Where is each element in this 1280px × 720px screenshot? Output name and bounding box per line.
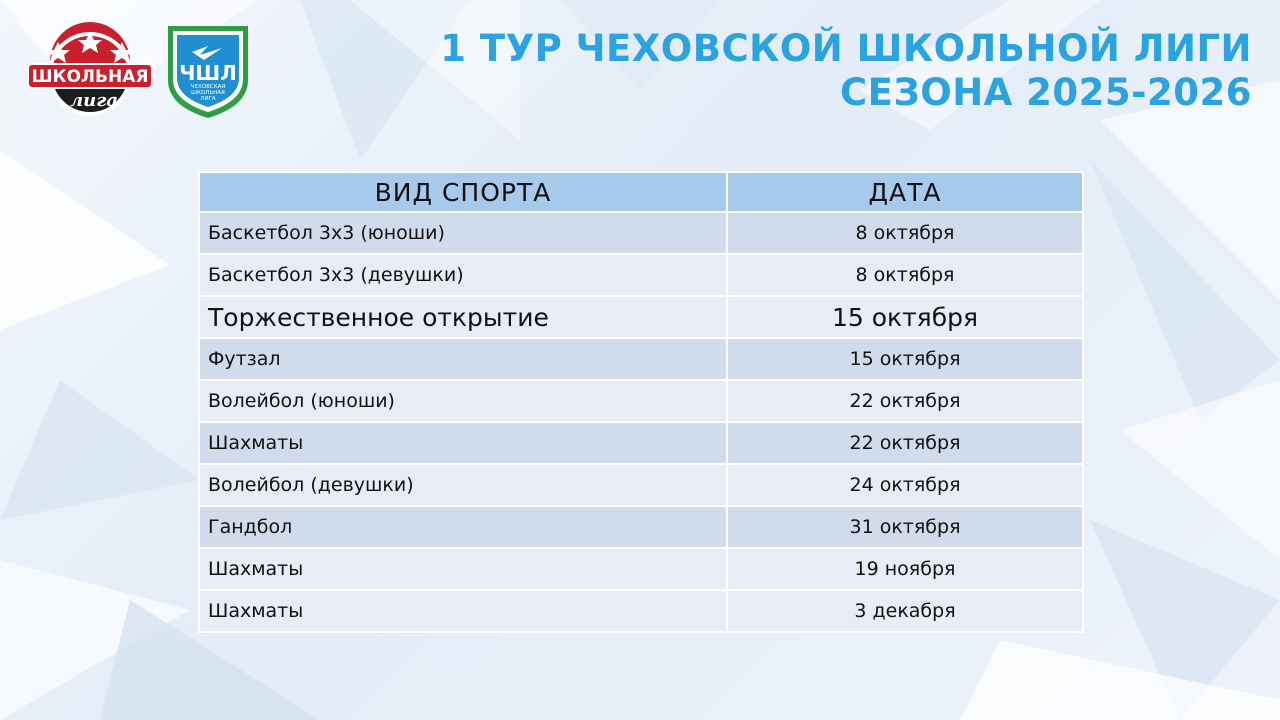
date-cell: 15 октября [727, 338, 1083, 380]
page-title [440, 27, 1252, 115]
chshl-logo-line2: ШКОЛЬНАЯ [191, 90, 225, 96]
table-row-highlight [199, 296, 1083, 338]
chshl-logo-line3: ЛИГА [200, 96, 216, 102]
sport-cell: Футзал [199, 338, 727, 380]
title-line-2: СЕЗОНА 2025-2026 [840, 71, 1252, 114]
table-row [199, 380, 1083, 422]
date-cell: 31 октября [727, 506, 1083, 548]
sport-cell: Волейбол (юноши) [199, 380, 727, 422]
sport-cell: Баскетбол 3х3 (юноши) [199, 212, 727, 254]
chshl-logo-line1: ЧЕХОВСКАЯ [190, 84, 226, 90]
sport-cell: Гандбол [199, 506, 727, 548]
table-row [199, 212, 1083, 254]
date-cell: 15 октября [727, 296, 1083, 338]
sport-cell: Баскетбол 3х3 (девушки) [199, 254, 727, 296]
table-row [199, 548, 1083, 590]
date-cell: 8 октября [727, 212, 1083, 254]
table-row [199, 254, 1083, 296]
table-header-row [199, 172, 1083, 212]
sport-cell: Шахматы [199, 548, 727, 590]
sport-cell: Торжественное открытие [199, 296, 727, 338]
table-row [199, 422, 1083, 464]
shkolnaya-logo-line2: лига [69, 90, 119, 111]
date-cell: 3 декабря [727, 590, 1083, 632]
chshl-logo-abbr: ЧШЛ [179, 61, 237, 85]
date-cell: 19 ноября [727, 548, 1083, 590]
table-row [199, 464, 1083, 506]
shkolnaya-liga-logo [28, 22, 152, 122]
table-row [199, 590, 1083, 632]
date-cell: 24 октября [727, 464, 1083, 506]
shkolnaya-logo-line1: ШКОЛЬНАЯ [31, 67, 149, 87]
sport-cell: Шахматы [199, 590, 727, 632]
date-cell: 22 октября [727, 422, 1083, 464]
title-line-1: 1 ТУР ЧЕХОВСКОЙ ШКОЛЬНОЙ ЛИГИ [440, 27, 1252, 70]
table-row [199, 338, 1083, 380]
table-row [199, 506, 1083, 548]
date-cell: 22 октября [727, 380, 1083, 422]
column-header-sport: ВИД СПОРТА [199, 172, 727, 212]
date-cell: 8 октября [727, 254, 1083, 296]
sport-cell: Волейбол (девушки) [199, 464, 727, 506]
chshl-logo [164, 22, 252, 120]
column-header-date: ДАТА [727, 172, 1083, 212]
sport-cell: Шахматы [199, 422, 727, 464]
schedule-table [198, 171, 1084, 633]
